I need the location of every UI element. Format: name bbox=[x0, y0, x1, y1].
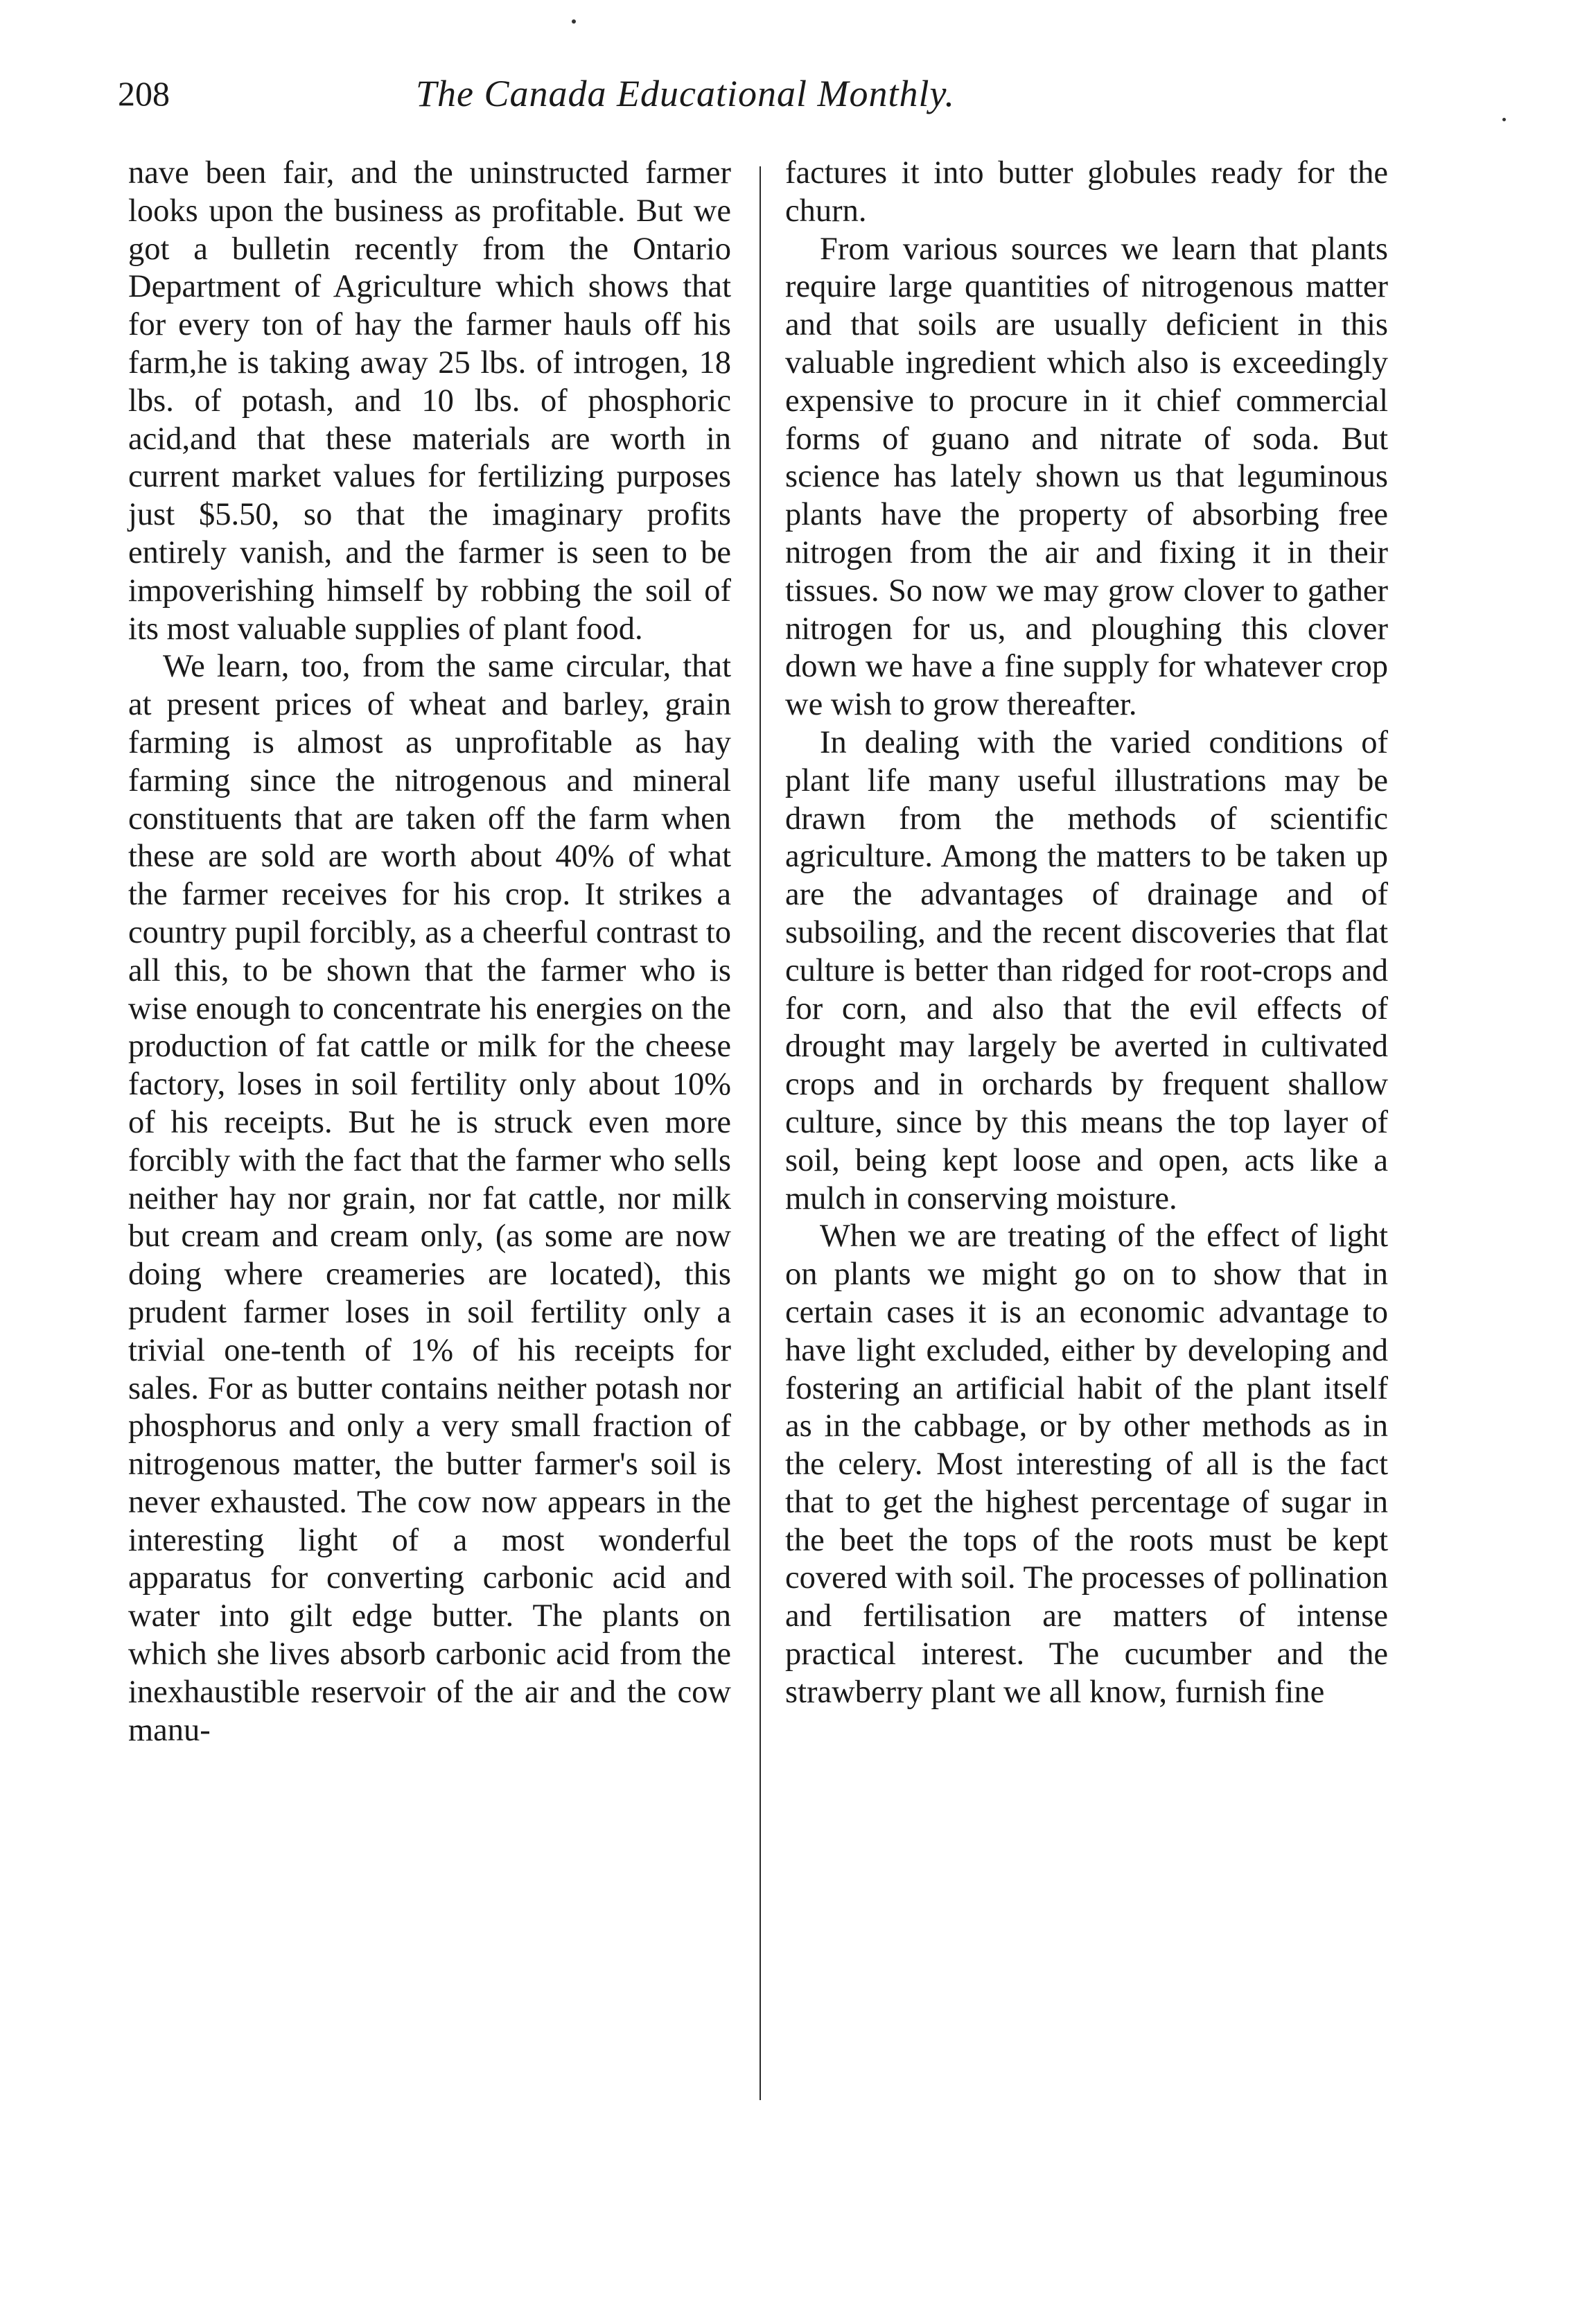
paragraph: When we are treating of the effect of light on plants we might go on to show that in certain cases it is an economic advantage to have light excluded, either by developing and fostering an artificial habit of the plant itself as in the cabbage, or by other methods as in the celery. Most interesting of all is the fact that to get the highest percentage of sugar in the beet the tops of the roots must be kept covered with soil. The processes of pollination and fertilisation are matters of intense practical interest. The cucumber and the strawberry plant we all know, furnish fine bbox=[785, 1218, 1388, 1710]
left-column bbox=[128, 155, 731, 1749]
paragraph: factures it into butter globules ready for the churn. bbox=[785, 155, 1388, 229]
ink-speck bbox=[572, 19, 576, 24]
running-title: The Canada Educational Monthly. bbox=[416, 73, 955, 114]
paragraph: We learn, too, from the same circular, that at present prices of wheat and barley, grain farming is almost as unprofitable as hay farming since the nitrogenous and mineral constituents that are taken off the farm when these are sold are worth about 40% of what the farmer receives for his crop. It strikes a country pupil forcibly, as a cheerful contrast to all this, to be shown that the farmer who is wise enough to concentrate his energies on the production of fat cattle or milk for the cheese factory, loses in soil fertility only about 10% of his receipts. But he is struck even more forcibly with the fact that the farmer who sells neither hay nor grain, nor fat cattle, nor milk but cream and cream only, (as some are now doing where creameries are located), this prudent farmer loses in soil fertility only a trivial one-tenth of 1% of his receipts for sales. For as butter contains neither potash nor phosphorus and only a very small fraction of nitrogenous matter, the butter farmer's soil is never exhausted. The cow now appears in the interesting light of a most wonderful apparatus for converting carbonic acid and water into gilt edge butter. The plants on which she lives absorb carbonic acid from the inexhaustible reservoir of the air and the cow manu- bbox=[128, 649, 731, 1748]
ink-speck bbox=[1502, 118, 1506, 121]
page-header bbox=[118, 69, 1462, 132]
paragraph: nave been fair, and the uninstructed farmer looks upon the business as profitable. But we got a bulletin recently from the Ontario Department of Agriculture which shows that for every ton of hay the farmer hauls off his farm,he is taking away 25 lbs. of introgen, 18 lbs. of potash, and 10 lbs. of phosphoric acid,and that these materials are worth in current market values for fertilizing purposes just $5.50, so that the imaginary profits entirely vanish, and the farmer is seen to be impoverishing himself by robbing the soil of its most valuable supplies of plant food. bbox=[128, 155, 731, 647]
column-divider bbox=[760, 166, 761, 2100]
paragraph: From various sources we learn that plants require large quantities of nitrogenous matter and that soils are usually deficient in this valuable ingredient which also is exceedingly expensive to procure in it chief commercial forms of guano and nitrate of soda. But science has lately shown us that leguminous plants have the property of absorbing free nitrogen from the air and fixing it in their tissues. So now we may grow clover to gather nitrogen for us, and ploughing this clover down we have a fine supply for whatever crop we wish to grow thereafter. bbox=[785, 231, 1388, 723]
right-column bbox=[785, 155, 1388, 1712]
page-number: 208 bbox=[118, 74, 170, 113]
paragraph: In dealing with the varied conditions of plant life many useful illustrations may be drawn from the methods of scientific agriculture. Among the matters to be taken up are the advantages of drainage and of subsoiling, and the recent discoveries that flat culture is better than ridged for root-crops and for corn, and also that the evil effects of drought may largely be averted in cultivated crops and in orchards by frequent shallow culture, since by this means the top layer of soil, being kept loose and open, acts like a mulch in conserving moisture. bbox=[785, 724, 1388, 1216]
